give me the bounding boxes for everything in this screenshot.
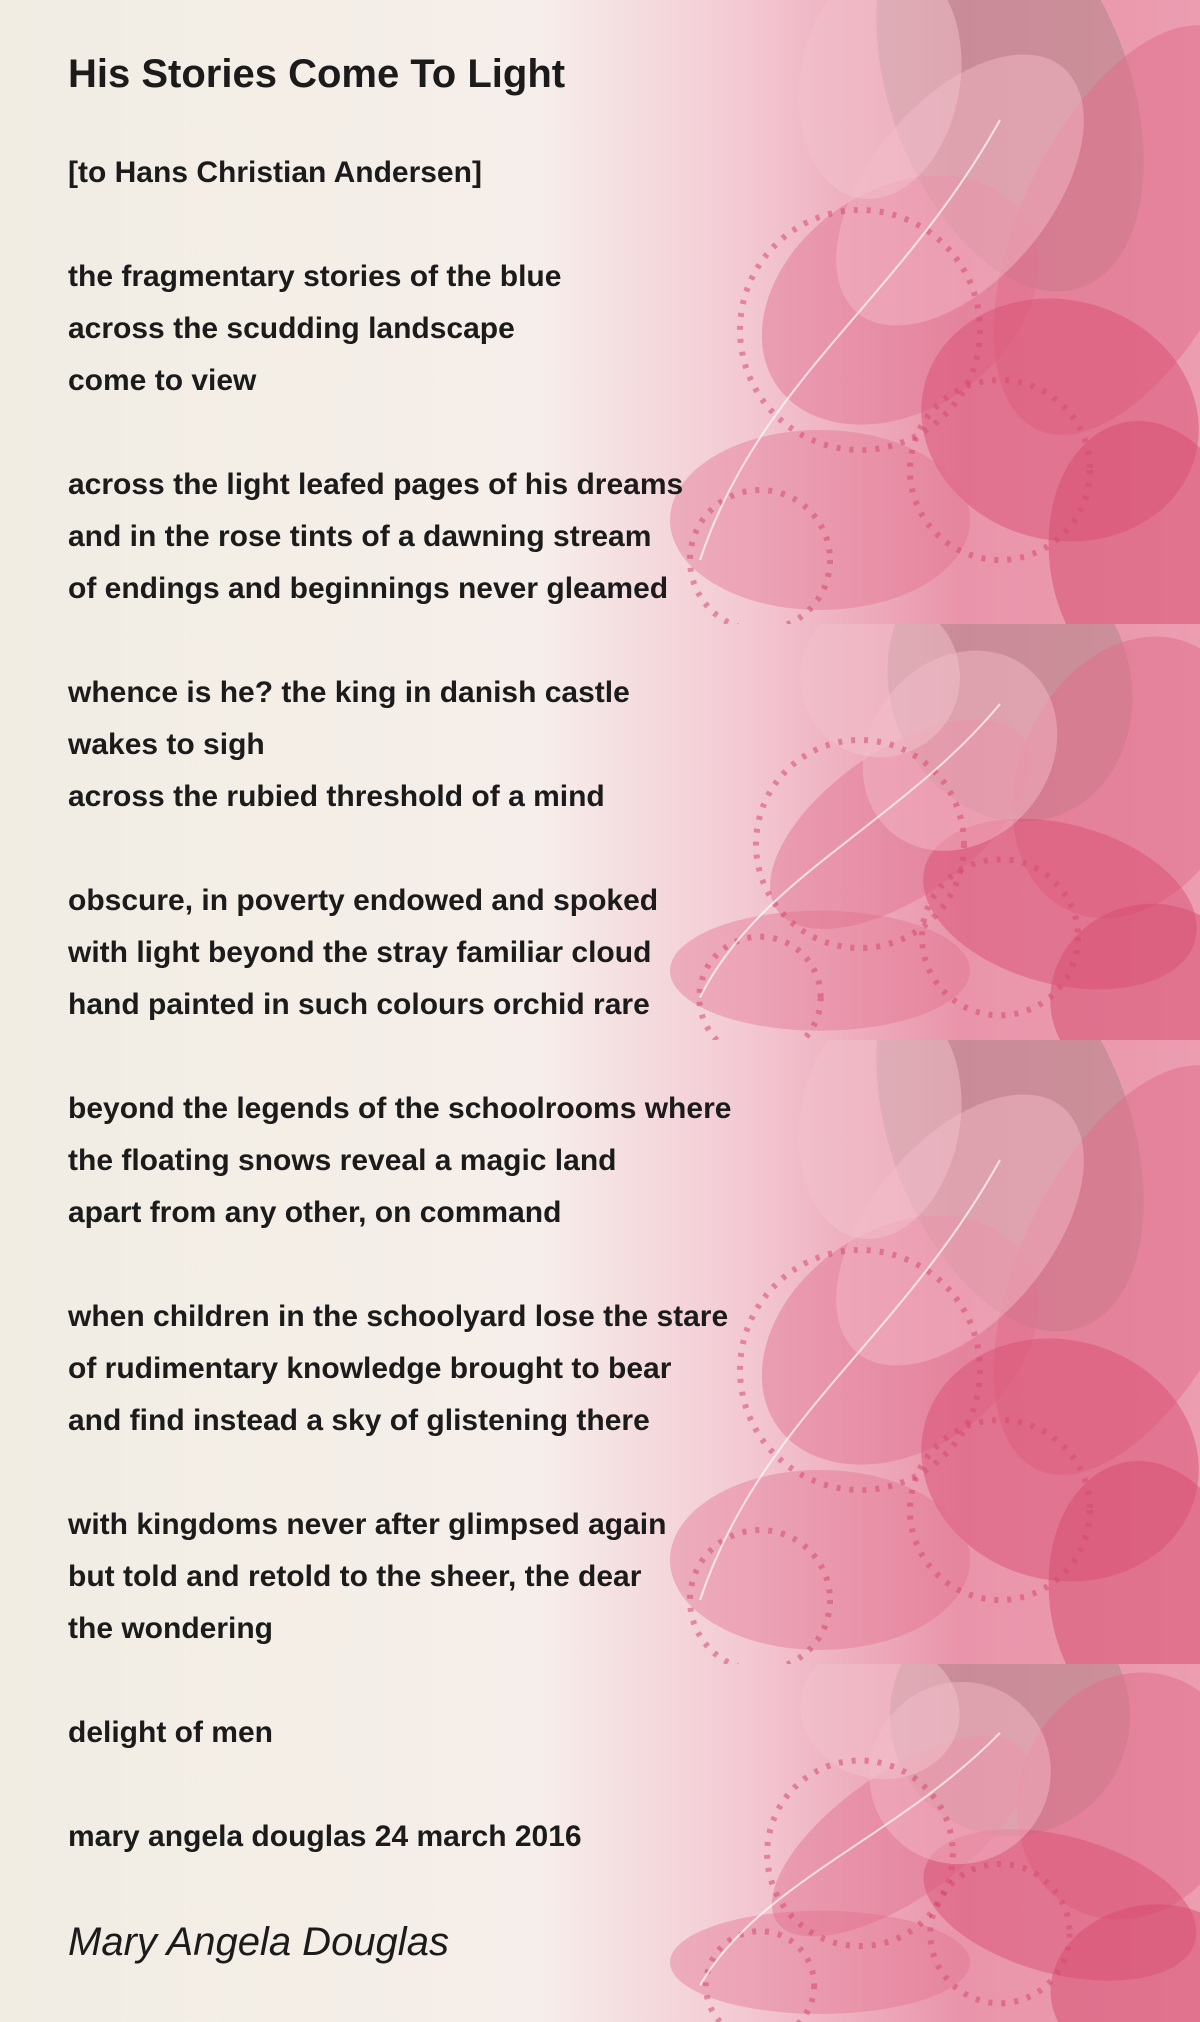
poem-line: wakes to sigh — [68, 728, 265, 761]
poem-line: come to view — [68, 364, 257, 397]
poem-line: across the rubied threshold of a mind — [68, 780, 605, 813]
poem-line: whence is he? the king in danish castle — [68, 676, 630, 709]
poem-line: the fragmentary stories of the blue — [68, 260, 562, 293]
poem-line: when children in the schoolyard lose the stare — [68, 1300, 729, 1333]
poem-line: and in the rose tints of a dawning stream — [68, 520, 652, 553]
poem-line: of endings and beginnings never gleamed — [68, 572, 669, 605]
poem-line: of rudimentary knowledge brought to bear — [68, 1352, 672, 1385]
poem-line: the wondering — [68, 1612, 273, 1645]
poem-line: obscure, in poverty endowed and spoked — [68, 884, 659, 917]
poem-line: the floating snows reveal a magic land — [68, 1144, 617, 1177]
poem-line: with kingdoms never after glimpsed again — [68, 1508, 667, 1541]
poem-title: His Stories Come To Light — [68, 52, 566, 96]
poem-line: delight of men — [68, 1716, 273, 1749]
poem-line: but told and retold to the sheer, the dear — [68, 1560, 642, 1593]
poem-line: beyond the legends of the schoolrooms where — [68, 1092, 732, 1125]
poem-line: across the scudding landscape — [68, 312, 515, 345]
poem-line: with light beyond the stray familiar cloud — [68, 936, 652, 969]
poem-line: and find instead a sky of glistening there — [68, 1404, 650, 1437]
poem-dedication: [to Hans Christian Andersen] — [68, 156, 482, 189]
poem-line: hand painted in such colours orchid rare — [68, 988, 650, 1021]
poem-line: across the light leafed pages of his dreams — [68, 468, 684, 501]
poem-signature-line: mary angela douglas 24 march 2016 — [68, 1820, 582, 1853]
poem-line: apart from any other, on command — [68, 1196, 562, 1229]
poem-author: Mary Angela Douglas — [68, 1920, 449, 1964]
